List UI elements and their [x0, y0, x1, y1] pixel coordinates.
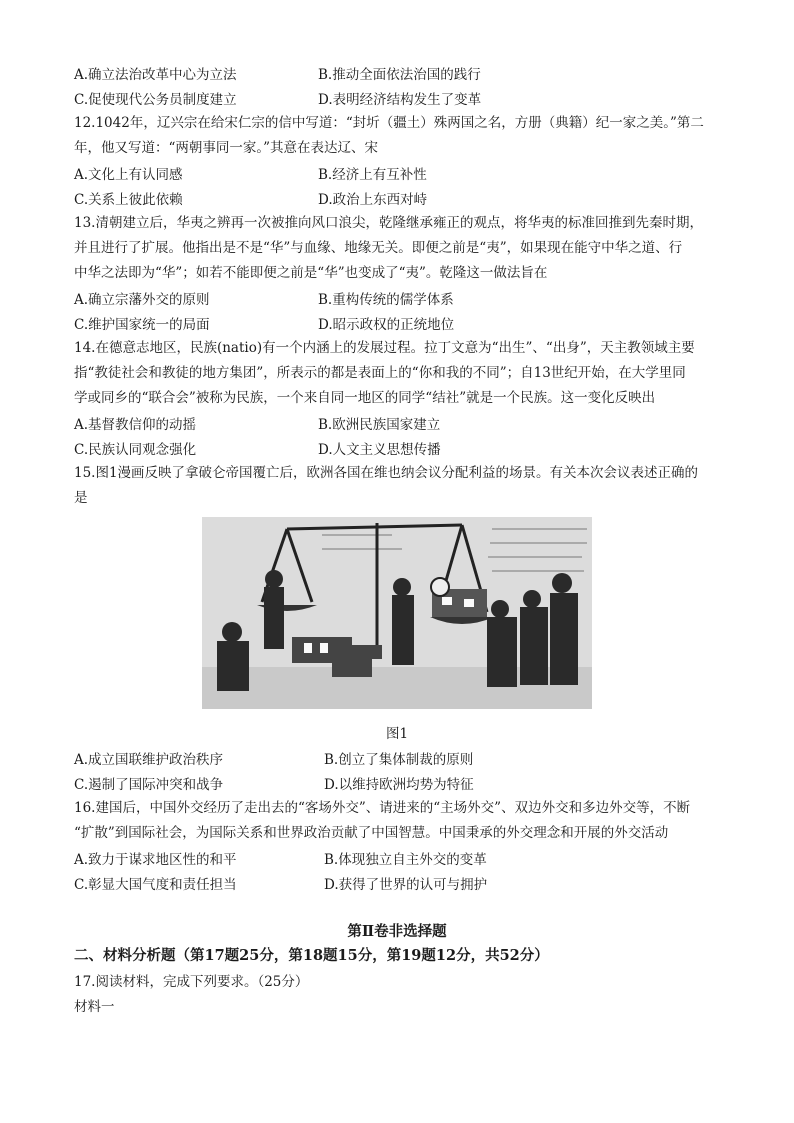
q12-stem-line-1: 12.1042年，辽兴宗在给宋仁宗的信中写道：“封圻（疆土）殊两国之名，方册（典籍）纪一家之美。”第二 — [74, 115, 704, 131]
q16-stem-line-2: “扩散”到国际社会，为国际关系和世界政治贡献了中国智慧。中国秉承的外交理念和开展的外交活动 — [74, 825, 669, 841]
section-heading: 二、材料分析题（第17题25分，第18题15分，第19题12分，共52分） — [74, 947, 549, 964]
cartoon-illustration — [202, 517, 592, 709]
q16-options-row-2 — [74, 873, 734, 893]
q13-option-c: C.维护国家统一的局面 — [74, 317, 210, 333]
q14-option-a: A.基督教信仰的动摇 — [74, 417, 197, 433]
q14-option-d: D.人文主义思想传播 — [318, 442, 441, 458]
q13-option-b: B.重构传统的儒学体系 — [318, 292, 454, 308]
q16-option-a: A.致力于谋求地区性的和平 — [74, 852, 237, 868]
q15-option-a: A.成立国联维护政治秩序 — [74, 752, 224, 768]
q12-options-row-2 — [74, 188, 734, 208]
q11-option-a: A.确立法治改革中心为立法 — [74, 67, 237, 83]
q11-option-d: D.表明经济结构发生了变革 — [318, 92, 482, 108]
q17-intro: 17.阅读材料，完成下列要求。（25分） — [74, 974, 309, 990]
q15-option-b: B.创立了集体制裁的原则 — [324, 752, 474, 768]
q14-option-c: C.民族认同观念强化 — [74, 442, 197, 458]
q15-stem-line-2: 是 — [74, 490, 88, 506]
q13-stem-line-1: 13.清朝建立后，华夷之辨再一次被推向风口浪尖，乾隆继承雍正的观点，将华夷的标准回推到先秦时期， — [74, 215, 703, 231]
q14-stem-line-3: 学或同乡的“联合会”被称为民族，一个来自同一地区的同学“结社”就是一个民族。这一变化反映出 — [74, 390, 656, 406]
vienna-congress-cartoon-figure — [202, 517, 592, 709]
q11-option-b: B.推动全面依法治国的践行 — [318, 67, 481, 83]
q14-options-row-2 — [74, 438, 734, 458]
q14-stem-line-1: 14.在德意志地区，民族(natio)有一个内涵上的发展过程。拉丁文意为“出生”、“出身”，天主教领域主要 — [74, 340, 695, 356]
q11-options-row-2 — [74, 88, 734, 108]
q12-option-a: A.文化上有认同感 — [74, 167, 183, 183]
q16-option-c: C.彰显大国气度和责任担当 — [74, 877, 237, 893]
q11-options-row-1 — [74, 63, 734, 83]
q12-option-b: B.经济上有互补性 — [318, 167, 427, 183]
q15-option-d: D.以维持欧洲均势为特征 — [324, 777, 474, 793]
q15-stem-line-1: 15.图1漫画反映了拿破仑帝国覆亡后，欧洲各国在维也纳会议分配利益的场景。有关本次会议表述正确的 — [74, 465, 699, 481]
q12-options-row-1 — [74, 163, 734, 183]
q16-option-b: B.体现独立自主外交的变革 — [324, 852, 487, 868]
q16-options-row-1 — [74, 848, 734, 868]
q16-option-d: D.获得了世界的认可与拥护 — [324, 877, 488, 893]
q13-stem-line-2: 并且进行了扩展。他指出是不是“华”与血缘、地缘无关。即便之前是“夷”，如果现在能守中华之道、行 — [74, 240, 683, 256]
q13-options-row-1 — [74, 288, 734, 308]
part-two-title: 第Ⅱ卷非选择题 — [347, 923, 447, 940]
q13-options-row-2 — [74, 313, 734, 333]
q15-options-row-1 — [74, 748, 734, 768]
q13-stem-line-3: 中华之法即为“华”；如若不能即便之前是“华”也变成了“夷”。乾隆这一做法旨在 — [74, 265, 548, 281]
q13-option-a: A.确立宗藩外交的原则 — [74, 292, 210, 308]
q15-option-c: C.遏制了国际冲突和战争 — [74, 777, 224, 793]
q12-option-d: D.政治上东西对峙 — [318, 192, 428, 208]
q12-stem-line-2: 年，他又写道：“两朝事同一家。”其意在表达辽、宋 — [74, 140, 379, 156]
q16-stem-line-1: 16.建国后，中国外交经历了走出去的“客场外交”、请进来的“主场外交”、双边外交和多边外交等，不断 — [74, 800, 691, 816]
figure-caption: 图1 — [385, 726, 409, 742]
q14-option-b: B.欧洲民族国家建立 — [318, 417, 441, 433]
q13-option-d: D.昭示政权的正统地位 — [318, 317, 455, 333]
q15-options-row-2 — [74, 773, 734, 793]
q12-option-c: C.关系上彼此依赖 — [74, 192, 183, 208]
q11-option-c: C.促使现代公务员制度建立 — [74, 92, 237, 108]
q14-stem-line-2: 指“教徒社会和教徒的地方集团”，所表示的都是表面上的“你和我的不同”；自13世纪开始，在大学里同 — [74, 365, 686, 381]
material-label: 材料一 — [74, 999, 115, 1015]
q14-options-row-1 — [74, 413, 734, 433]
